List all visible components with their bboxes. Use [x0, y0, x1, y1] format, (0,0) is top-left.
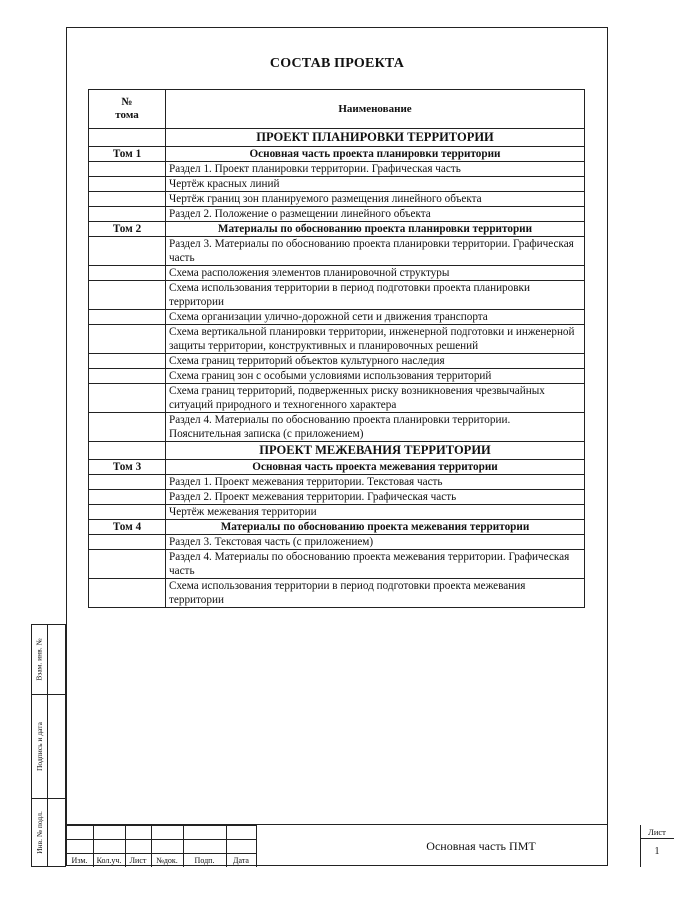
item-name-cell: Чертёж границ зон планируемого размещения линейного объекта — [166, 192, 585, 207]
table-row — [89, 369, 585, 384]
table-row — [89, 520, 585, 535]
volume-cell — [89, 177, 166, 192]
volume-cell — [89, 281, 166, 310]
composition-table — [88, 89, 585, 608]
volume-cell — [89, 442, 166, 460]
title-block — [66, 824, 666, 867]
volume-cell — [89, 237, 166, 266]
table-row — [89, 325, 585, 354]
stamp-header-docnum: №док. — [156, 856, 178, 865]
sheet-label: Лист — [648, 827, 666, 837]
volume-cell: Том 2 — [89, 222, 166, 237]
volume-title-cell: Основная часть проекта планировки территории — [166, 147, 585, 162]
table-row — [89, 550, 585, 579]
volume-cell — [89, 162, 166, 177]
volume-title-cell: Материалы по обоснованию проекта межевания территории — [166, 520, 585, 535]
table-row — [89, 310, 585, 325]
volume-cell: Том 3 — [89, 460, 166, 475]
item-name-cell: Схема использования территории в период подготовки проекта планировки территории — [166, 281, 585, 310]
table-row — [89, 266, 585, 281]
side-label-signature-date: Подпись и дата — [35, 721, 44, 771]
table-row — [89, 281, 585, 310]
item-name-cell: Схема использования территории в период подготовки проекта межевания территории — [166, 579, 585, 608]
volume-cell — [89, 579, 166, 608]
item-name-cell: Схема границ зон с особыми условиями использования территорий — [166, 369, 585, 384]
volume-cell — [89, 550, 166, 579]
table-row — [89, 413, 585, 442]
volume-cell — [89, 369, 166, 384]
item-name-cell: Схема границ территорий объектов культурного наследия — [166, 354, 585, 369]
table-header-row — [89, 90, 585, 129]
table-row — [89, 384, 585, 413]
item-name-cell: Чертёж межевания территории — [166, 505, 585, 520]
table-row — [89, 475, 585, 490]
stamp-col-line — [256, 825, 257, 867]
table-row — [89, 192, 585, 207]
volume-cell: Том 4 — [89, 520, 166, 535]
table-row — [89, 460, 585, 475]
page-title: СОСТАВ ПРОЕКТА — [269, 56, 405, 71]
volume-cell — [89, 129, 166, 147]
volume-cell — [89, 490, 166, 505]
stamp-header-count: Кол.уч. — [96, 856, 122, 865]
volume-cell: Том 1 — [89, 147, 166, 162]
volume-cell — [89, 475, 166, 490]
item-name-cell: Раздел 4. Материалы по обоснованию проекта межевания территории. Графическая часть — [166, 550, 585, 579]
col-header-volume: № тома — [89, 90, 166, 129]
table-row — [89, 177, 585, 192]
item-name-cell: Схема расположения элементов планировочной структуры — [166, 266, 585, 281]
volume-cell — [89, 354, 166, 369]
table-row — [89, 442, 585, 460]
item-name-cell: Схема организации улично-дорожной сети и движения транспорта — [166, 310, 585, 325]
volume-cell — [89, 535, 166, 550]
volume-cell — [89, 325, 166, 354]
item-name-cell: Чертёж красных линий — [166, 177, 585, 192]
item-name-cell: Схема границ территорий, подверженных риску возникновения чрезвычайных ситуаций природного и техногенного характера — [166, 384, 585, 413]
stamp-header-date: Дата — [233, 856, 249, 865]
col-header-name: Наименование — [166, 90, 585, 129]
volume-title-cell: Материалы по обоснованию проекта планировки территории — [166, 222, 585, 237]
item-name-cell: Раздел 4. Материалы по обоснованию проекта планировки территории. Пояснительная записка (с приложением) — [166, 413, 585, 442]
sheet-number: 1 — [654, 846, 660, 857]
sheet-divider — [640, 838, 674, 839]
volume-cell — [89, 192, 166, 207]
volume-cell — [89, 505, 166, 520]
side-value-column — [47, 624, 66, 867]
document-designation: Основная часть ПМТ — [426, 839, 536, 853]
volume-cell — [89, 266, 166, 281]
stamp-row-line — [66, 853, 256, 854]
table-row — [89, 354, 585, 369]
stamp-row-line — [66, 825, 256, 826]
section-title-cell: ПРОЕКТ ПЛАНИРОВКИ ТЕРРИТОРИИ — [166, 129, 585, 147]
volume-title-cell: Основная часть проекта межевания территории — [166, 460, 585, 475]
item-name-cell: Раздел 1. Проект планировки территории. Графическая часть — [166, 162, 585, 177]
volume-cell — [89, 413, 166, 442]
item-name-cell: Раздел 2. Положение о размещении линейного объекта — [166, 207, 585, 222]
side-label-original-inv: Инв. № подл. — [35, 811, 45, 854]
table-row — [89, 222, 585, 237]
stamp-row-line — [66, 839, 256, 840]
stamp-header-signature: Подп. — [194, 856, 215, 865]
table-row — [89, 505, 585, 520]
stamp-header-sheet: Лист — [129, 856, 147, 865]
stamp-header-change: Изм. — [71, 856, 88, 865]
table-row — [89, 162, 585, 177]
table-row — [89, 237, 585, 266]
volume-cell — [89, 207, 166, 222]
side-label-replaced-inv: Взам. инв. № — [35, 637, 45, 681]
table-row — [89, 535, 585, 550]
item-name-cell: Раздел 2. Проект межевания территории. Графическая часть — [166, 490, 585, 505]
table-row — [89, 579, 585, 608]
table-row — [89, 207, 585, 222]
item-name-cell: Раздел 1. Проект межевания территории. Текстовая часть — [166, 475, 585, 490]
item-name-cell: Схема вертикальной планировки территории, инженерной подготовки и инженерной защиты территории, конструктивных и планировочных решений — [166, 325, 585, 354]
side-stamp — [31, 624, 66, 867]
volume-cell — [89, 384, 166, 413]
item-name-cell: Раздел 3. Текстовая часть (с приложением) — [166, 535, 585, 550]
table-row — [89, 490, 585, 505]
table-row — [89, 129, 585, 147]
item-name-cell: Раздел 3. Материалы по обоснованию проекта планировки территории. Графическая часть — [166, 237, 585, 266]
volume-cell — [89, 310, 166, 325]
table-row — [89, 147, 585, 162]
section-title-cell: ПРОЕКТ МЕЖЕВАНИЯ ТЕРРИТОРИИ — [166, 442, 585, 460]
